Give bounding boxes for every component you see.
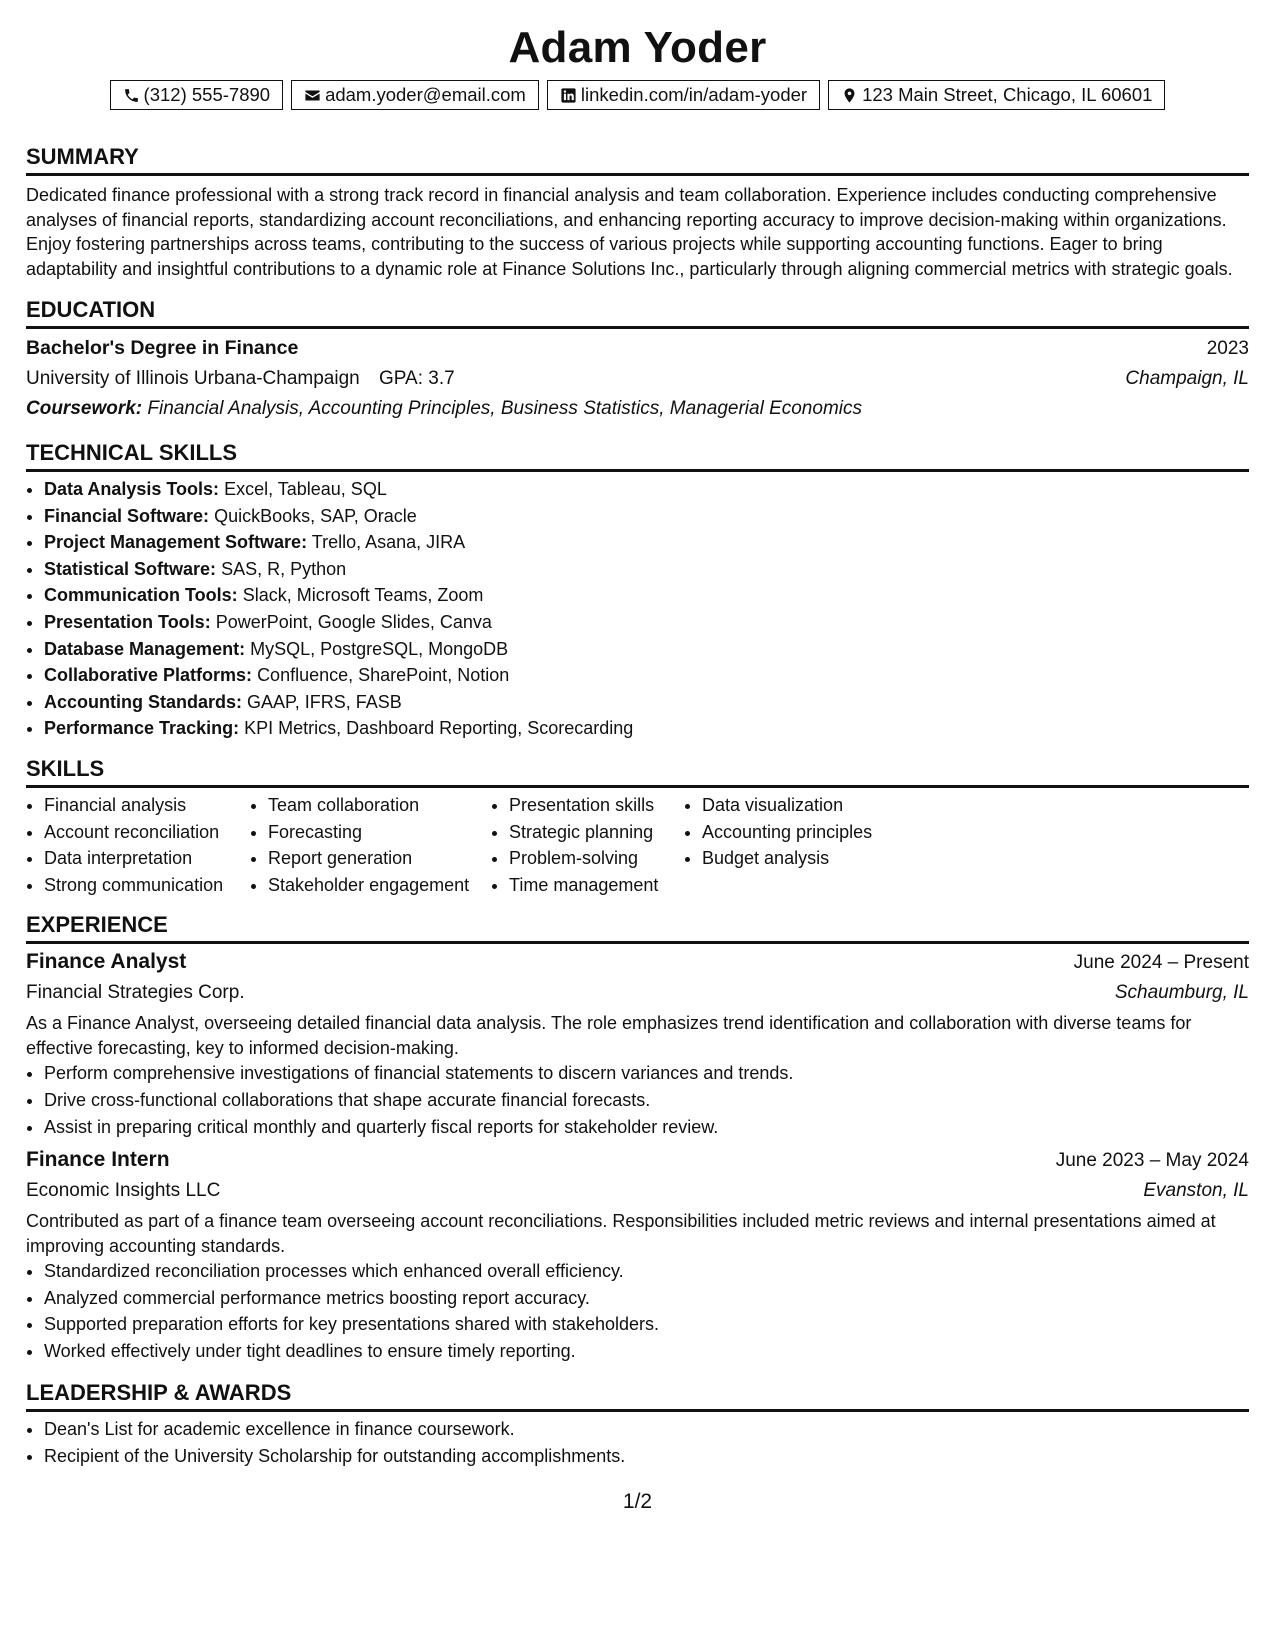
skill-category: Financial Software: — [44, 505, 210, 526]
list-item: • Recipient of the University Scholarship for outstanding accomplishments. — [44, 1443, 1249, 1470]
summary-section — [26, 144, 1249, 281]
list-item — [44, 476, 1249, 503]
list-item: • Team collaboration — [268, 792, 491, 819]
skill-values: Slack, Microsoft Teams, Zoom — [242, 585, 484, 606]
list-item: • Strong communication — [44, 872, 250, 899]
list-item: • Stakeholder engagement — [268, 872, 491, 899]
list-item: • Presentation skills — [509, 792, 684, 819]
skills-column — [491, 792, 684, 898]
list-item — [44, 609, 1249, 636]
list-item: • Budget analysis — [702, 845, 872, 872]
skill-category: Data Analysis Tools: — [44, 479, 220, 499]
job-company-row — [26, 978, 1249, 1008]
list-item — [44, 636, 1249, 663]
list-item: • Forecasting — [268, 819, 491, 846]
leadership-section — [26, 1380, 1249, 1469]
skill-values: PowerPoint, Google Slides, Canva — [215, 611, 492, 632]
contact-address — [828, 80, 1165, 110]
list-item: • Data visualization — [702, 792, 872, 819]
skill-category: Presentation Tools: — [44, 611, 211, 632]
leadership-heading: LEADERSHIP & AWARDS — [26, 1380, 1249, 1412]
education-school-row — [26, 364, 1249, 394]
contact-linkedin-text: linkedin.com/in/adam-yoder — [580, 84, 808, 105]
list-item: • Analyzed commercial performance metrics boosting report accuracy. — [44, 1285, 1249, 1312]
job-bullets — [26, 1258, 1249, 1364]
resume-page — [26, 0, 1249, 1470]
coursework-line — [26, 394, 1249, 424]
list-item: • Data interpretation — [44, 845, 250, 872]
candidate-name: Adam Yoder — [508, 23, 767, 72]
list-item: • Report generation — [268, 845, 491, 872]
skill-values: SAS, R, Python — [221, 558, 347, 579]
skills-grid — [26, 792, 1249, 898]
skill-values: Confluence, SharePoint, Notion — [257, 665, 510, 686]
skills-column — [684, 792, 872, 898]
leadership-list — [26, 1416, 1249, 1469]
skills-column — [250, 792, 491, 898]
linkedin-icon — [560, 87, 577, 104]
school-name: University of Illinois Urbana-Champaign — [26, 368, 360, 389]
skill-category: Database Management: — [44, 638, 246, 659]
list-item — [44, 503, 1249, 530]
job-location: Schaumburg, IL — [1114, 982, 1249, 1004]
skills-heading: SKILLS — [26, 756, 1249, 788]
skill-category: Project Management Software: — [44, 532, 308, 553]
page-number: 1/2 — [622, 1490, 653, 1513]
skill-category: Statistical Software: — [44, 558, 217, 579]
company-name: Economic Insights LLC — [26, 1180, 221, 1202]
list-item: • Financial analysis — [44, 792, 250, 819]
contact-address-text: 123 Main Street, Chicago, IL 60601 — [862, 84, 1153, 105]
summary-heading: SUMMARY — [26, 144, 1249, 176]
skill-values: QuickBooks, SAP, Oracle — [214, 505, 417, 526]
technical-skills-section — [26, 440, 1249, 742]
job-entry — [26, 1144, 1249, 1364]
list-item: • Account reconciliation — [44, 819, 250, 846]
company-name: Financial Strategies Corp. — [26, 982, 245, 1004]
graduation-year: 2023 — [1206, 338, 1249, 359]
list-item: • Accounting principles — [702, 819, 872, 846]
list-item: • Worked effectively under tight deadlines to ensure timely reporting. — [44, 1338, 1249, 1365]
skill-values: GAAP, IFRS, FASB — [247, 691, 402, 712]
contact-phone[interactable] — [110, 80, 284, 110]
gpa: GPA: 3.7 — [378, 368, 455, 389]
job-description: As a Finance Analyst, overseeing detailed financial data analysis. The role emphasizes trend identification and collaboration with diverse teams for effective forecasting, key to informed decision-making. — [26, 1013, 1192, 1058]
phone-icon — [123, 87, 140, 104]
job-description: Contributed as part of a finance team overseeing account reconciliations. Responsibilities included metric reviews and internal presentations aimed at improving accounting standards. — [26, 1211, 1216, 1256]
technical-skills-heading: TECHNICAL SKILLS — [26, 440, 1249, 472]
experience-section — [26, 912, 1249, 1364]
skill-values: Trello, Asana, JIRA — [311, 532, 466, 553]
list-item — [44, 715, 1249, 742]
list-item: • Standardized reconciliation processes which enhanced overall efficiency. — [44, 1258, 1249, 1285]
contact-email[interactable] — [291, 80, 539, 110]
skill-values: KPI Metrics, Dashboard Reporting, Scorecarding — [244, 718, 634, 739]
contact-phone-text: (312) 555-7890 — [143, 84, 271, 105]
skills-section — [26, 756, 1249, 898]
skill-values: Excel, Tableau, SQL — [224, 479, 387, 499]
school-location: Champaign, IL — [1125, 368, 1249, 389]
job-title: Finance Analyst — [26, 950, 187, 974]
contact-linkedin[interactable] — [547, 80, 820, 110]
coursework-label: Coursework: — [26, 398, 143, 419]
list-item — [44, 529, 1249, 556]
list-item: • Dean's List for academic excellence in finance coursework. — [44, 1416, 1249, 1443]
list-item — [44, 582, 1249, 609]
contact-bar — [26, 80, 1249, 110]
list-item: • Problem-solving — [509, 845, 684, 872]
list-item: • Time management — [509, 872, 684, 899]
skill-category: Communication Tools: — [44, 585, 238, 606]
list-item: • Perform comprehensive investigations of financial statements to discern variances and trends. — [44, 1060, 1249, 1087]
skills-column — [26, 792, 250, 898]
map-pin-icon — [841, 87, 858, 104]
skill-category: Performance Tracking: — [44, 718, 240, 739]
job-company-row — [26, 1176, 1249, 1206]
skill-category: Collaborative Platforms: — [44, 665, 253, 686]
job-entry — [26, 946, 1249, 1140]
list-item: • Strategic planning — [509, 819, 684, 846]
experience-heading: EXPERIENCE — [26, 912, 1249, 944]
envelope-icon — [304, 87, 321, 104]
skill-values: MySQL, PostgreSQL, MongoDB — [250, 638, 509, 659]
education-section — [26, 297, 1249, 424]
list-item: • Drive cross-functional collaborations that shape accurate financial forecasts. — [44, 1087, 1249, 1114]
list-item — [44, 556, 1249, 583]
job-header-row — [26, 946, 1249, 978]
job-bullets — [26, 1060, 1249, 1140]
summary-text: Dedicated finance professional with a strong track record in financial analysis and team collaboration. Experience includes conducting comprehensive analyses of financial reports, standardizing account reconciliations, and enhancing reporting accuracy to improve decision-making within organizations. Enjoy fostering partnerships across teams, contributing to the success of various projects while supporting accounting functions. Eager to bring adaptability and insightful contributions to a dynamic role at Finance Solutions Inc., particularly through aligning commercial metrics with strategic goals. — [26, 185, 1233, 279]
education-heading: EDUCATION — [26, 297, 1249, 329]
list-item — [44, 689, 1249, 716]
technical-skills-list — [26, 476, 1249, 742]
job-dates: June 2023 – May 2024 — [1055, 1150, 1249, 1172]
contact-email-text: adam.yoder@email.com — [325, 84, 526, 105]
job-header-row — [26, 1144, 1249, 1176]
list-item: • Supported preparation efforts for key presentations shared with stakeholders. — [44, 1311, 1249, 1338]
job-location: Evanston, IL — [1143, 1180, 1249, 1202]
list-item: • Assist in preparing critical monthly and quarterly fiscal reports for stakeholder review. — [44, 1114, 1249, 1141]
job-title: Finance Intern — [26, 1148, 170, 1172]
education-degree-row — [26, 333, 1249, 364]
list-item — [44, 662, 1249, 689]
job-dates: June 2024 – Present — [1073, 952, 1249, 974]
coursework-list: Financial Analysis, Accounting Principles, Business Statistics, Managerial Economics — [147, 398, 862, 419]
skill-category: Accounting Standards: — [44, 691, 243, 712]
degree-title: Bachelor's Degree in Finance — [26, 337, 299, 359]
